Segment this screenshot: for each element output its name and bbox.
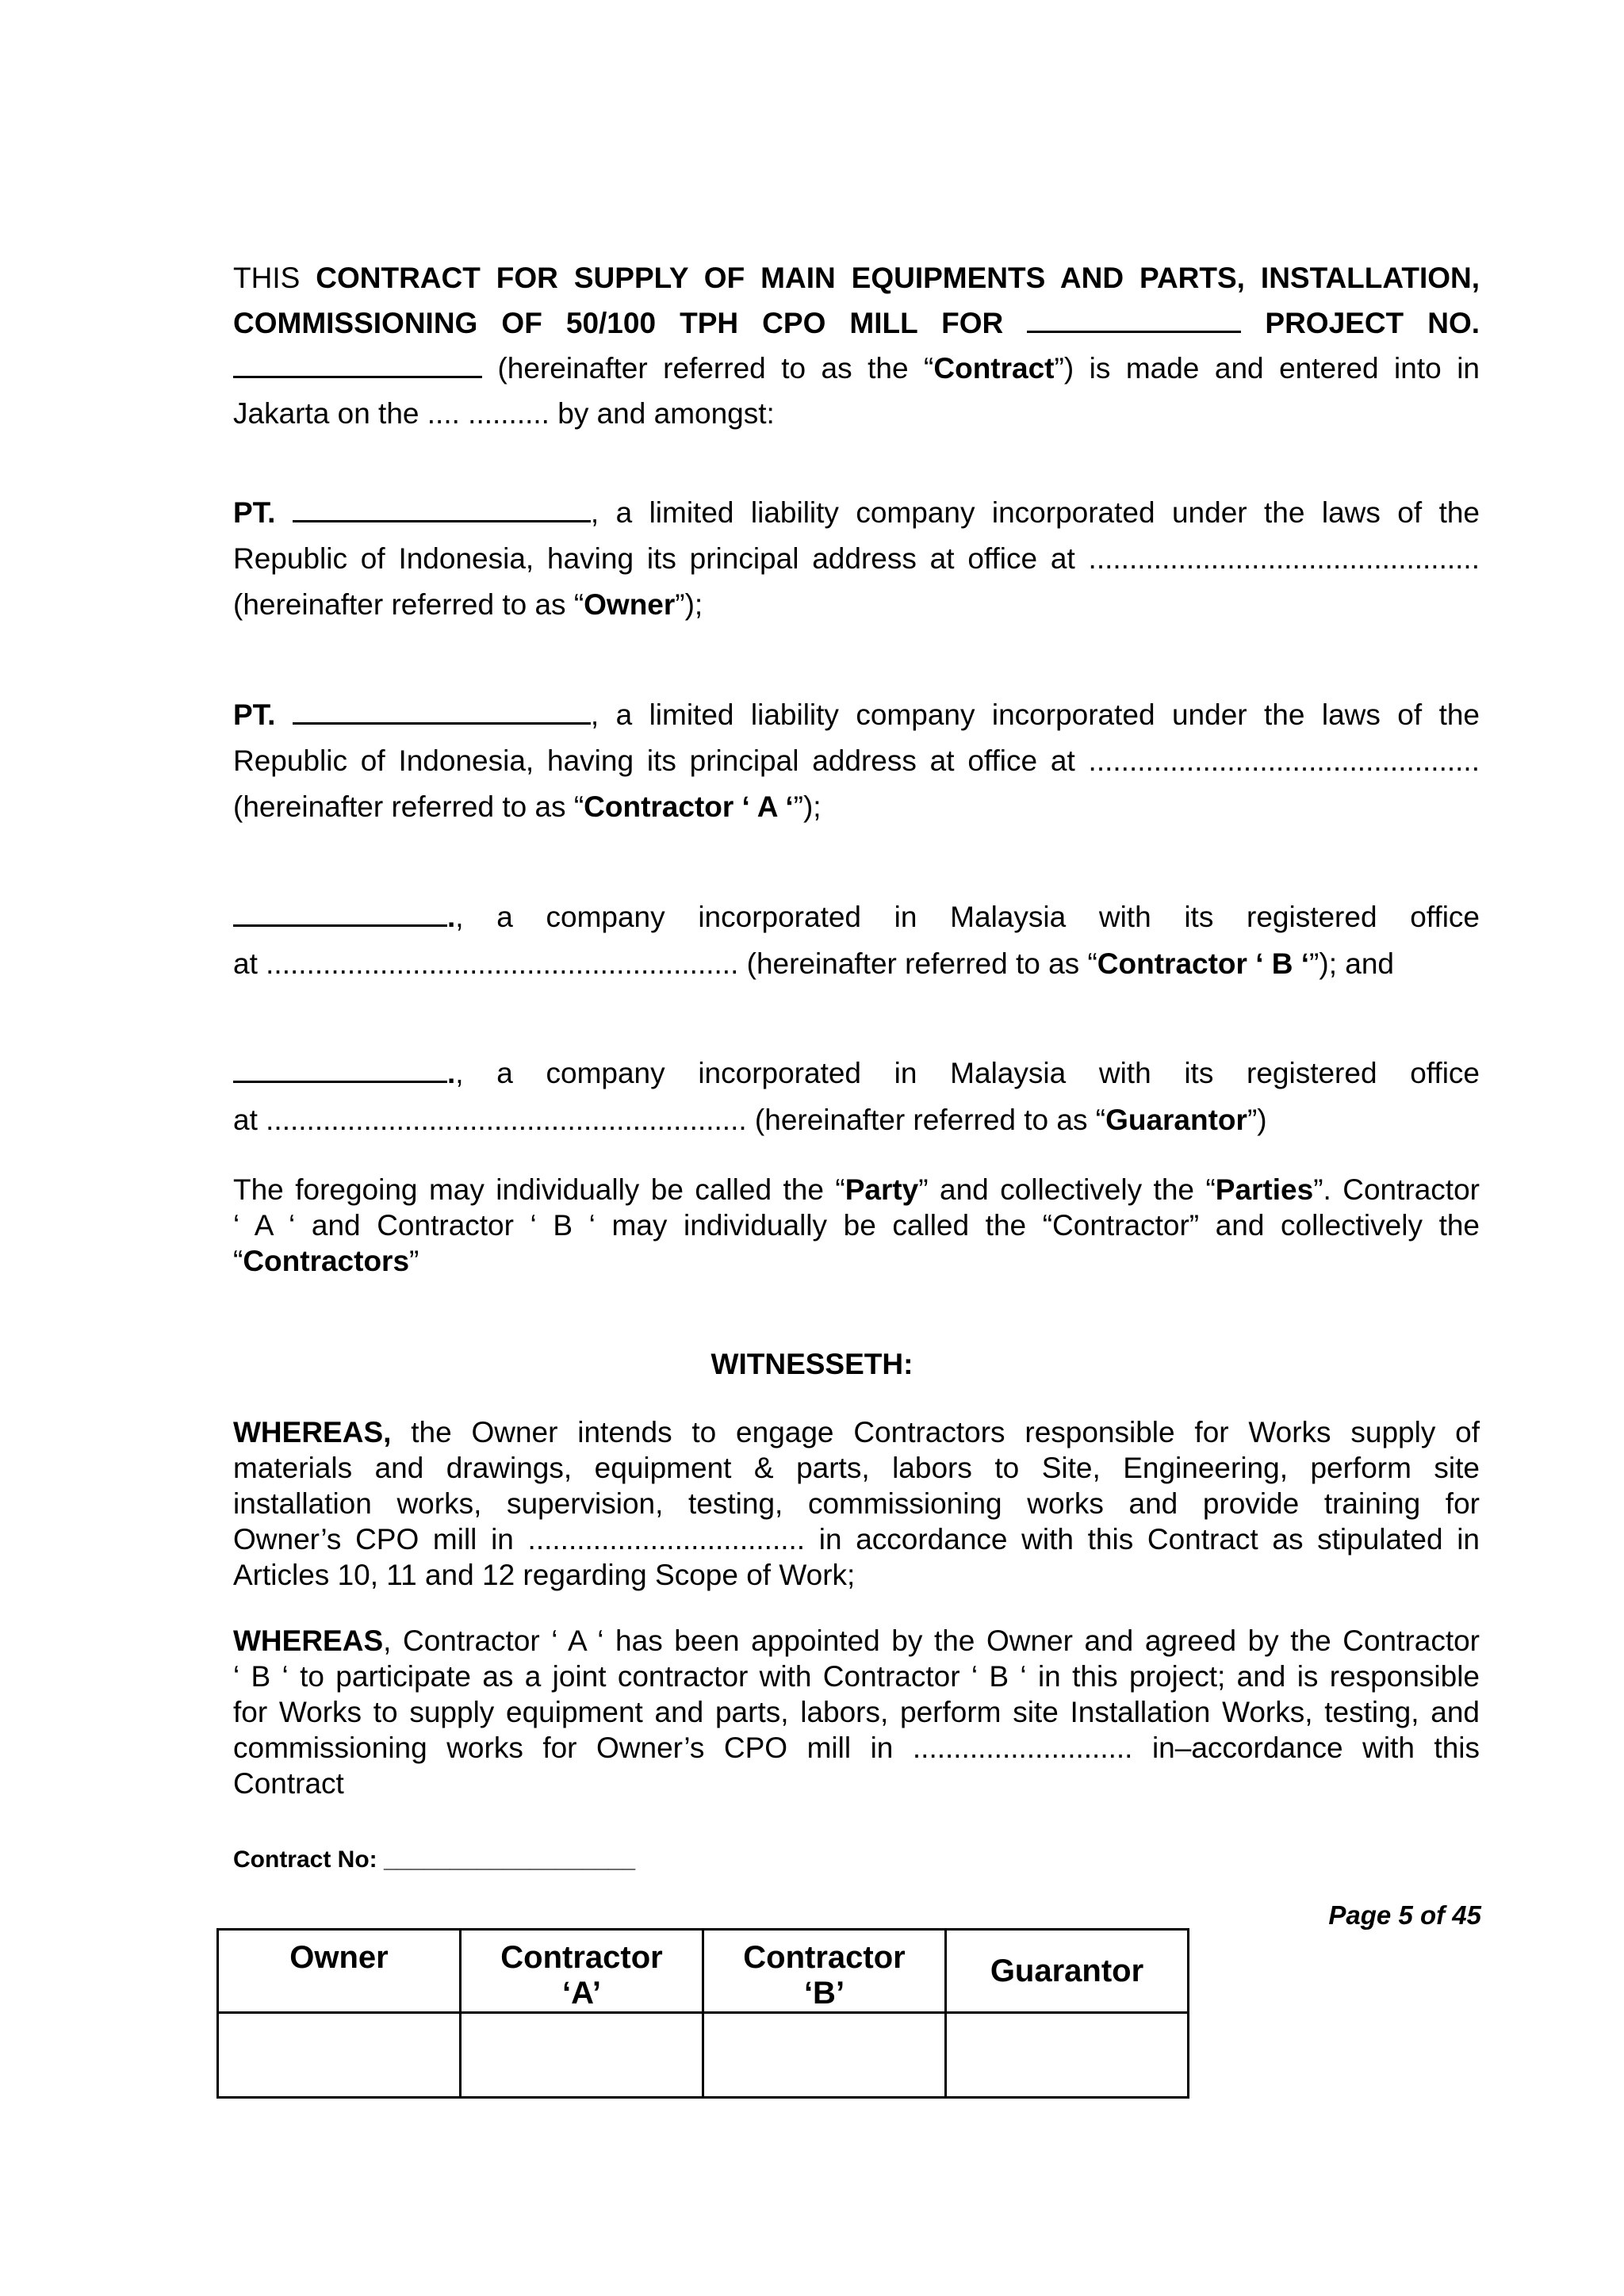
whereas-2-line-4: commissioning works for Owner’s CPO mill in ........................... in–accordance with this [233,1732,1480,1764]
signature-table [216,1928,1189,2099]
party-owner-line-3: (hereinafter referred to as “Owner”); [233,588,703,621]
whereas-2-paragraph [233,1623,1480,1801]
contract-number-label: Contract No: ___________________ [233,1846,636,1873]
contract-number-blank: ___________________ [384,1846,636,1873]
signature-cell-contractor-a[interactable] [461,2013,703,2098]
contractor-b-name-blank [233,924,447,927]
party-contractor-b-line-2: at .......................................................... (hereinafter referred to as “Contractor ‘ B ‘”); and [233,947,1394,980]
foregoing-line-2: ‘ A ‘ and Contractor ‘ B ‘ may individually be called the “Contractor” and collectively the [233,1209,1480,1242]
whereas-2-line-3: for Works to supply equipment and parts, labors, perform site Installation Works, testing, and [233,1696,1480,1728]
signature-cell-guarantor[interactable] [946,2013,1189,2098]
party-owner-line-2: Republic of Indonesia, having its principal address at office at ................................................ [233,542,1480,575]
foregoing-paragraph [233,1172,1480,1279]
party-guarantor-line-1: ., a company incorporated in Malaysia with its registered office [233,1050,1480,1096]
whereas-1-paragraph [233,1414,1480,1593]
contract-title: CONTRACT FOR SUPPLY OF MAIN EQUIPMENTS AND PARTS, INSTALLATION, [316,262,1480,294]
preamble-line-2: COMMISSIONING OF 50/100 TPH CPO MILL FOR PROJECT NO. [233,307,1480,339]
party-contractor-a-paragraph [233,692,1480,830]
signature-header-guarantor: Guarantor [946,1930,1189,2013]
preamble-line-1: THIS CONTRACT FOR SUPPLY OF MAIN EQUIPMENTS AND PARTS, INSTALLATION, [233,262,1480,294]
whereas-2-line-2: ‘ B ‘ to participate as a joint contractor with Contractor ‘ B ‘ in this project; and is responsible [233,1660,1480,1693]
party-contractor-b-paragraph [233,894,1480,987]
signature-cell-owner[interactable] [218,2013,461,2098]
party-guarantor-paragraph [233,1050,1480,1143]
foregoing-line-1: The foregoing may individually be called the “Party” and collectively the “Parties”. Contractor [233,1173,1480,1206]
whereas-1-line-5: Articles 10, 11 and 12 regarding Scope of Work; [233,1559,856,1591]
guarantor-name-blank [233,1081,447,1083]
whereas-2-line-5: Contract [233,1767,344,1800]
whereas-1-line-3: installation works, supervision, testing, commissioning works and provide training for [233,1487,1480,1520]
signature-header-row [218,1930,1189,2013]
signature-header-contractor-b: Contractor ‘B’ [703,1930,946,2013]
whereas-1-line-1: WHEREAS, the Owner intends to engage Contractors responsible for Works supply of [233,1416,1480,1448]
party-contractor-b-line-1: ., a company incorporated in Malaysia with its registered office [233,894,1480,940]
signature-header-owner: Owner [218,1930,461,2013]
party-contractor-a-line-2: Republic of Indonesia, having its principal address at office at ................................................ [233,744,1480,777]
page-number: Page 5 of 45 [1328,1900,1481,1930]
owner-name-blank [293,520,591,522]
preamble-paragraph [233,255,1480,436]
party-owner-paragraph [233,490,1480,628]
contractor-a-name-blank [293,722,591,725]
foregoing-line-3: “Contractors” [233,1245,419,1277]
witnesseth-heading: WITNESSETH: [710,1348,914,1380]
whereas-2-line-1: WHEREAS, Contractor ‘ A ‘ has been appointed by the Owner and agreed by the Contractor [233,1624,1480,1657]
preamble-line-3: (hereinafter referred to as the “Contract”) is made and entered into in [233,346,1480,391]
party-owner-line-1: PT. , a limited liability company incorporated under the laws of the [233,496,1480,529]
signature-cell-contractor-b[interactable] [703,2013,946,2098]
party-contractor-a-line-1: PT. , a limited liability company incorporated under the laws of the [233,698,1480,731]
project-number-blank [233,376,482,378]
signature-header-contractor-a: Contractor ‘A’ [461,1930,703,2013]
whereas-1-line-4: Owner’s CPO mill in .................................. in accordance with this Contract as stipulated in [233,1523,1480,1556]
party-contractor-a-line-3: (hereinafter referred to as “Contractor ‘ A ‘”); [233,790,822,823]
project-name-blank [1027,331,1241,333]
party-guarantor-line-2: at ........................................................... (hereinafter referred to as “Guarantor”) [233,1104,1267,1136]
signature-initials-row [218,2013,1189,2098]
preamble-line-4: Jakarta on the .... .......... by and amongst: [233,397,775,430]
whereas-1-line-2: materials and drawings, equipment & parts, labors to Site, Engineering, perform site [233,1452,1480,1484]
